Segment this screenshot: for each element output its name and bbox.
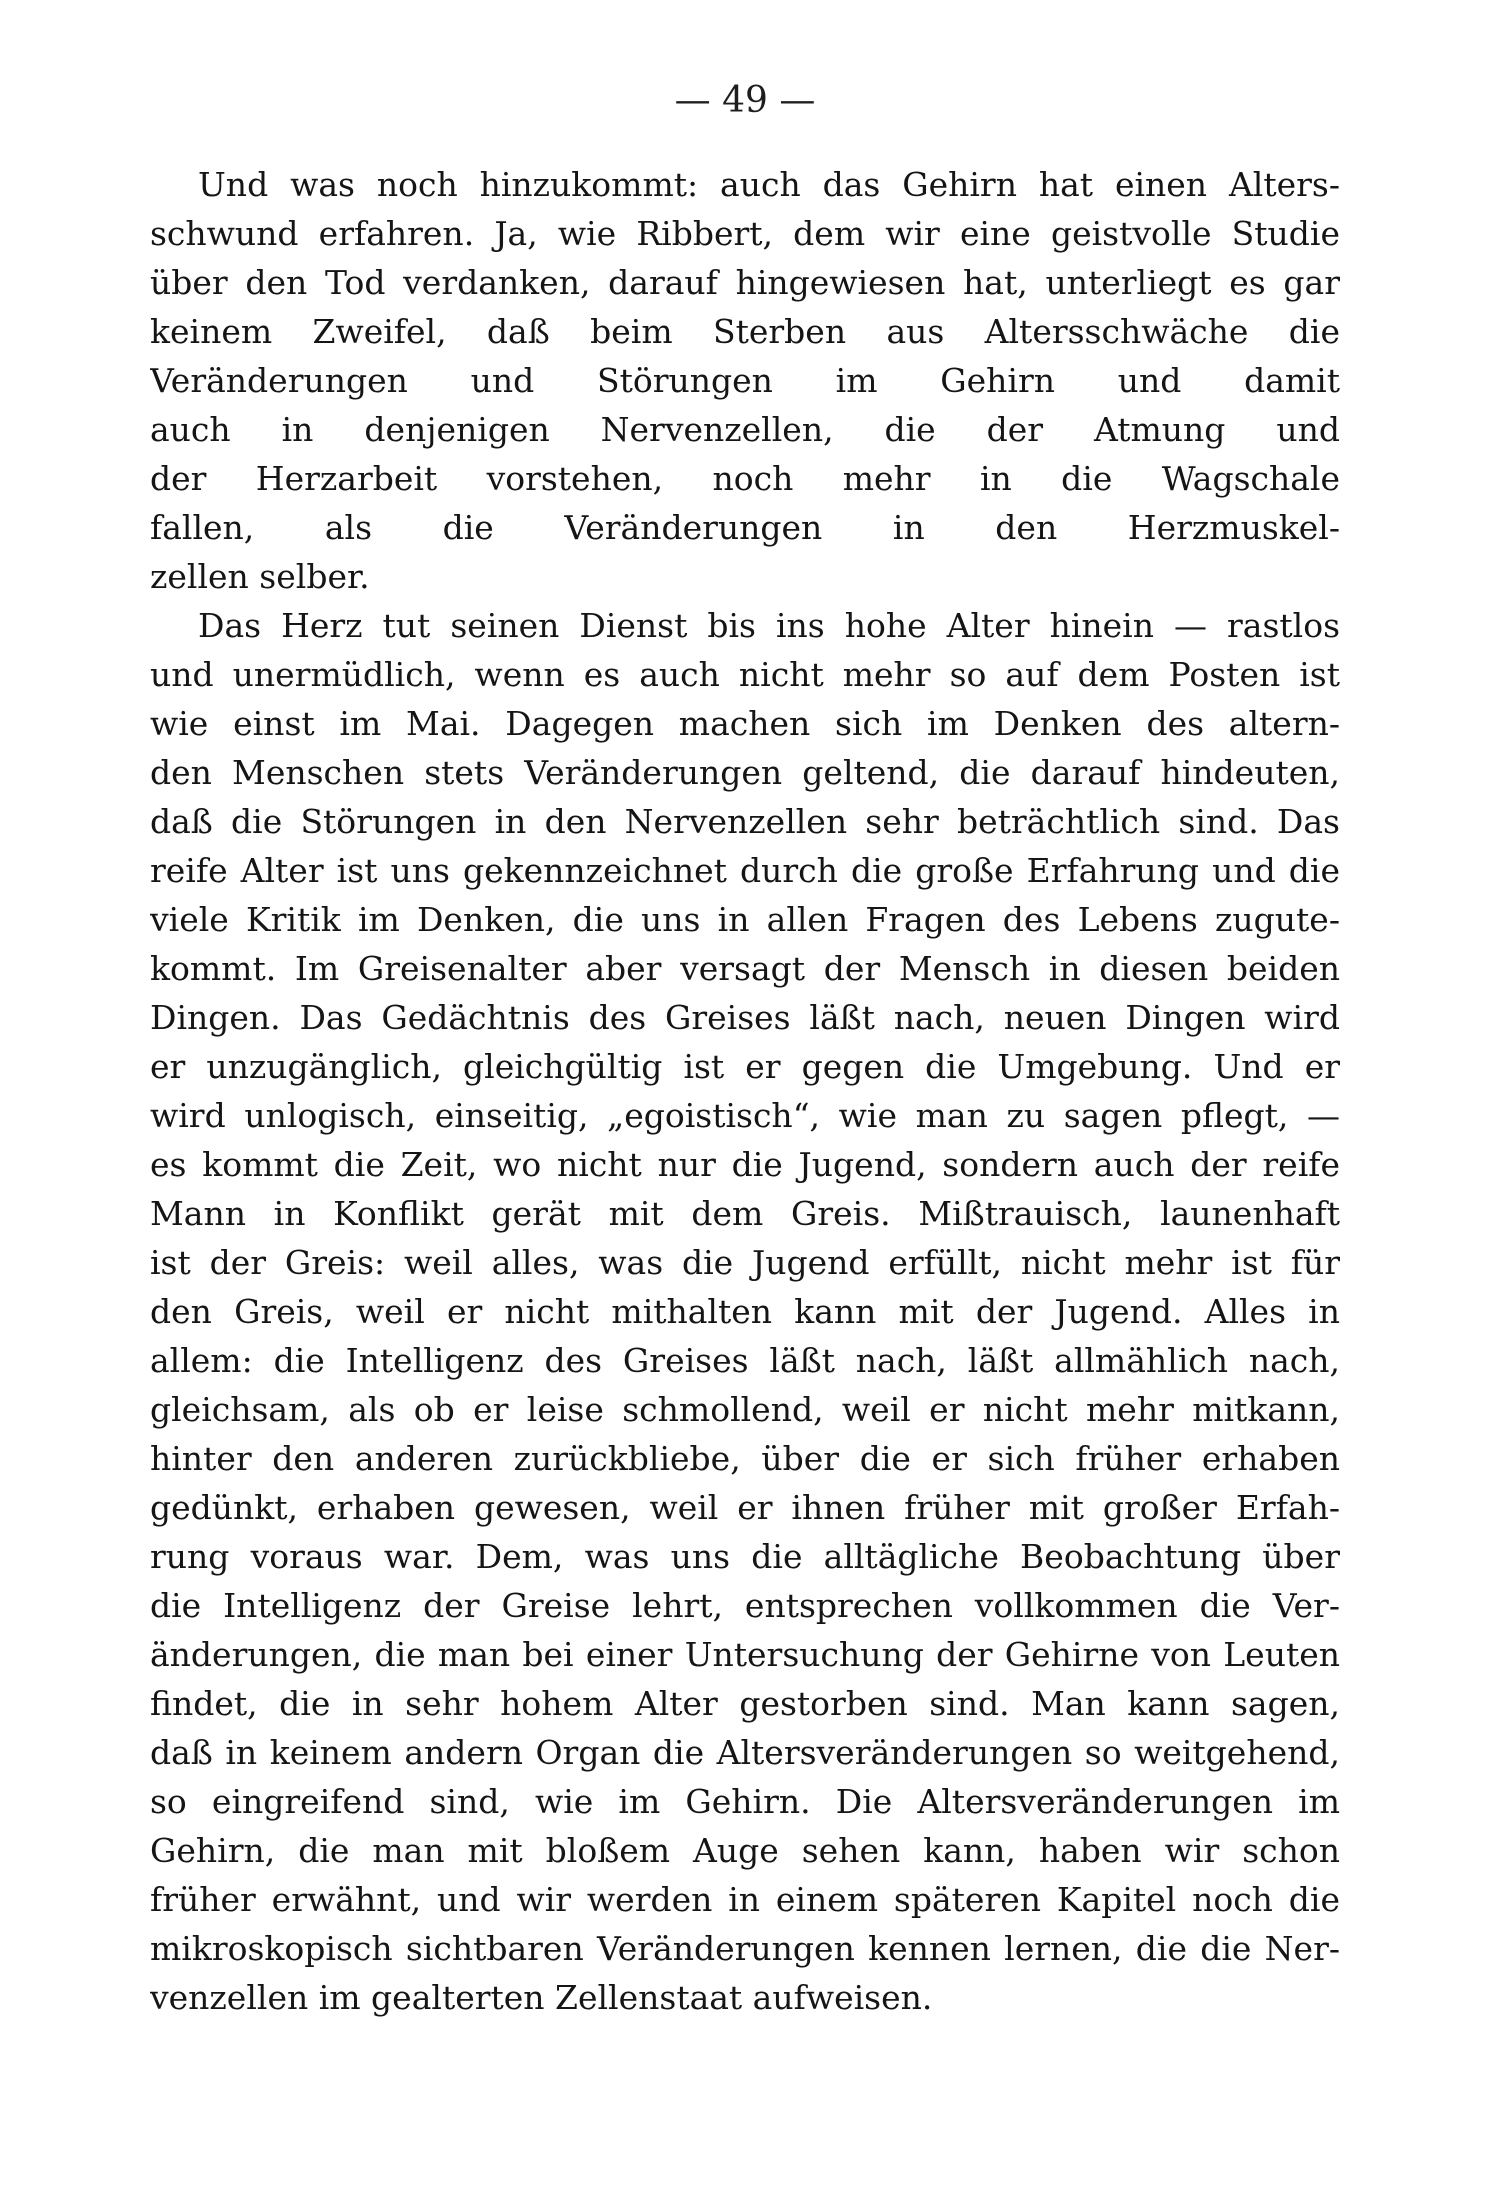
text-line: der Herzarbeit vorstehen, noch mehr in die Wagschale [150, 459, 1340, 498]
text-line: venzellen im gealterten Zellenstaat aufweisen. [150, 1978, 933, 2017]
text-line: findet, die in sehr hohem Alter gestorben sind. Man kann sagen, [150, 1684, 1340, 1723]
text-line: mikroskopisch sichtbaren Veränderungen kennen lernen, die die Ner- [150, 1929, 1340, 1968]
text-line: Gehirn, die man mit bloßem Auge sehen kann, haben wir schon [150, 1831, 1340, 1870]
text-line: die Intelligenz der Greise lehrt, entsprechen vollkommen die Ver- [150, 1586, 1340, 1625]
text-line: und unermüdlich, wenn es auch nicht mehr so auf dem Posten ist [150, 655, 1340, 694]
body-text [150, 160, 1340, 2022]
text-line: viele Kritik im Denken, die uns in allen Fragen des Lebens zugute- [150, 900, 1340, 939]
text-line: so eingreifend sind, wie im Gehirn. Die Altersveränderungen im [150, 1782, 1340, 1821]
text-line: Das Herz tut seinen Dienst bis ins hohe Alter hinein — rastlos [198, 606, 1340, 645]
text-line: den Greis, weil er nicht mithalten kann mit der Jugend. Alles in [150, 1292, 1340, 1331]
page-number: — 49 — [674, 80, 816, 121]
paragraph-2 [150, 601, 1340, 2022]
text-line: rung voraus war. Dem, was uns die alltägliche Beobachtung über [150, 1537, 1340, 1576]
text-line: reife Alter ist uns gekennzeichnet durch die große Erfahrung und die [150, 851, 1340, 890]
text-line: es kommt die Zeit, wo nicht nur die Jugend, sondern auch der reife [150, 1145, 1340, 1184]
text-line: allem: die Intelligenz des Greises läßt nach, läßt allmählich nach, [150, 1341, 1340, 1380]
text-line: gleichsam, als ob er leise schmollend, weil er nicht mehr mitkann, [150, 1390, 1340, 1429]
text-line: schwund erfahren. Ja, wie Ribbert, dem wir eine geistvolle Studie [150, 214, 1340, 253]
text-line: ist der Greis: weil alles, was die Jugend erfüllt, nicht mehr ist für [150, 1243, 1340, 1282]
text-line: keinem Zweifel, daß beim Sterben aus Altersschwäche die [150, 312, 1340, 351]
text-line: hinter den anderen zurückbliebe, über die er sich früher erhaben [150, 1439, 1340, 1478]
text-line: änderungen, die man bei einer Untersuchung der Gehirne von Leuten [150, 1635, 1340, 1674]
text-line: zellen selber. [150, 557, 370, 596]
text-line: daß in keinem andern Organ die Altersveränderungen so weitgehend, [150, 1733, 1340, 1772]
text-line: gedünkt, erhaben gewesen, weil er ihnen früher mit großer Erfah- [150, 1488, 1340, 1527]
text-line: Dingen. Das Gedächtnis des Greises läßt nach, neuen Dingen wird [150, 998, 1340, 1037]
text-line: Mann in Konflikt gerät mit dem Greis. Mißtrauisch, launenhaft [150, 1194, 1340, 1233]
text-line: den Menschen stets Veränderungen geltend, die darauf hindeuten, [150, 753, 1340, 792]
text-line: Und was noch hinzukommt: auch das Gehirn hat einen Alters- [198, 165, 1340, 204]
text-line: wird unlogisch, einseitig, „egoistisch“, wie man zu sagen pflegt, — [150, 1096, 1340, 1135]
text-line: fallen, als die Veränderungen in den Herzmuskel- [150, 508, 1340, 547]
text-line: Veränderungen und Störungen im Gehirn und damit [150, 361, 1340, 400]
text-line: kommt. Im Greisenalter aber versagt der Mensch in diesen beiden [150, 949, 1340, 988]
text-line: wie einst im Mai. Dagegen machen sich im Denken des altern- [150, 704, 1340, 743]
text-line: über den Tod verdanken, darauf hingewiesen hat, unterliegt es gar [150, 263, 1340, 302]
text-line: auch in denjenigen Nervenzellen, die der Atmung und [150, 410, 1340, 449]
text-line: er unzugänglich, gleichgültig ist er gegen die Umgebung. Und er [150, 1047, 1340, 1086]
text-line: früher erwähnt, und wir werden in einem späteren Kapitel noch die [150, 1880, 1340, 1919]
text-line: daß die Störungen in den Nervenzellen sehr beträchtlich sind. Das [150, 802, 1340, 841]
paragraph-1 [150, 160, 1340, 601]
